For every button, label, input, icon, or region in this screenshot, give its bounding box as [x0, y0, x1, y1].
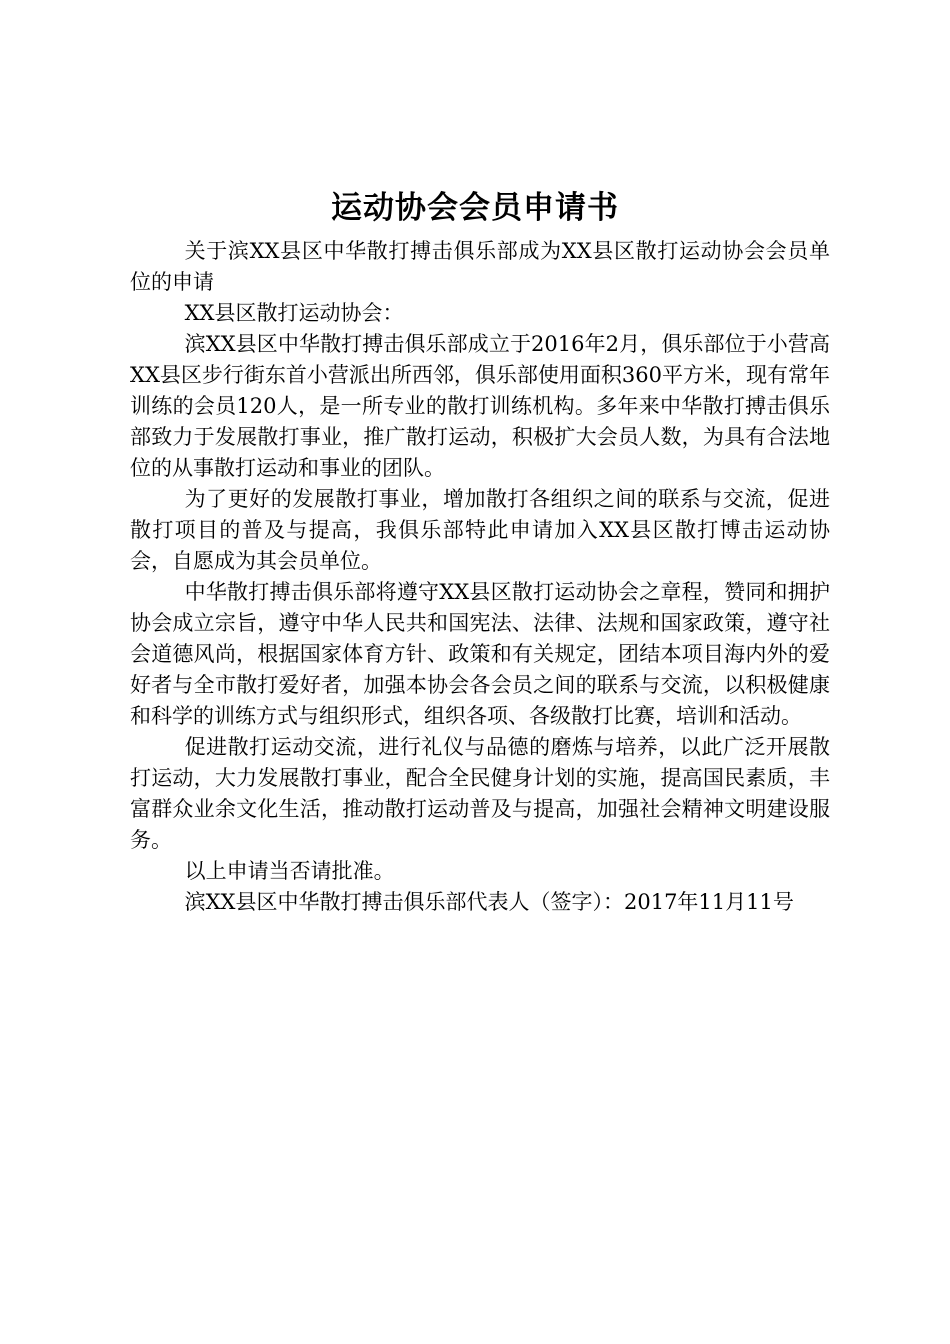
- paragraph-request: 以上申请当否请批准。: [184, 859, 395, 883]
- paragraph-salutation: XX县区散打运动协会：: [184, 301, 404, 325]
- paragraph-commitment: 中华散打搏击俱乐部将遵守XX县区散打运动协会之章程，赞同和拥护协会成立宗旨，遵守中华人民共和国宪法、法律、法规和国家政策，遵守社会道德风尚，根据国家体育方针、政策和有关规定，团结本项目海内外的爱好者与全市散打爱好者，加强本协会各会员之间的联系与交流，以积极健康和科学的训练方式与组织形式，组织各项、各级散打比赛，培训和活动。: [130, 580, 830, 728]
- paragraph-application: 为了更好的发展散打事业，增加散打各组织之间的联系与交流，促进散打项目的普及与提高，我俱乐部特此申请加入XX县区散打博击运动协会，自愿成为其会员单位。: [130, 487, 830, 573]
- paragraph-introduction: 滨XX县区中华散打搏击俱乐部成立于2016年2月，俱乐部位于小营高XX县区步行街东首小营派出所西邻，俱乐部使用面积360平方米，现有常年训练的会员120人，是一所专业的散打训练机构。多年来中华散打搏击俱乐部致力于发展散打事业，推广散打运动，积极扩大会员人数，为具有合法地位的从事散打运动和事业的团队。: [130, 332, 830, 480]
- paragraph-goals: 促进散打运动交流，进行礼仪与品德的磨炼与培养，以此广泛开展散打运动，大力发展散打事业，配合全民健身计划的实施，提高国民素质，丰富群众业余文化生活，推动散打运动普及与提高，加强社会精神文明建设服务。: [130, 735, 830, 852]
- paragraph-subject: 关于滨XX县区中华散打搏击俱乐部成为XX县区散打运动协会会员单位的申请: [130, 239, 830, 294]
- paragraph-signature: 滨XX县区中华散打搏击俱乐部代表人（签字）：2017年11月11号: [184, 890, 794, 914]
- document-title: 运动协会会员申请书: [331, 190, 619, 226]
- document-body: [130, 236, 830, 918]
